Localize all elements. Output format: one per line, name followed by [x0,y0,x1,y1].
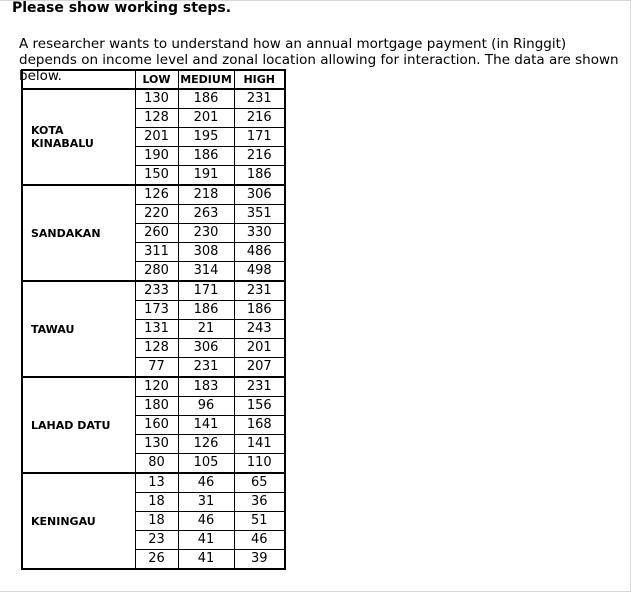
low-value-cell: 120 [135,377,178,397]
low-value-cell: 128 [135,109,178,128]
low-value-cell: 190 [135,147,178,166]
high-value-cell: 231 [234,89,285,109]
low-value-cell: 173 [135,301,178,320]
table-row [22,281,285,301]
low-value-cell: 160 [135,416,178,435]
location-cell [22,89,135,185]
table-body [22,89,285,569]
medium-value-cell: 46 [178,473,234,493]
low-value-cell: 18 [135,512,178,531]
high-value-cell: 231 [234,377,285,397]
location-name-line: LAHAD DATU [31,418,111,432]
low-value-cell: 130 [135,435,178,454]
header-corner-cell [22,70,135,89]
location-cell [22,473,135,569]
low-value-cell: 220 [135,205,178,224]
medium-value-cell: 21 [178,320,234,339]
high-value-cell: 216 [234,109,285,128]
medium-value-cell: 218 [178,185,234,205]
medium-value-cell: 126 [178,435,234,454]
medium-value-cell: 191 [178,166,234,186]
high-value-cell: 207 [234,358,285,378]
problem-statement: A researcher wants to understand how an annual mortgage payment (in Ringgit) depends on income level and zonal location allowing for interaction. The data are shown below. [19,36,619,84]
location-name-line: SANDAKAN [31,226,101,240]
low-value-cell: 150 [135,166,178,186]
medium-value-cell: 201 [178,109,234,128]
medium-value-cell: 171 [178,281,234,301]
low-value-cell: 280 [135,262,178,282]
medium-value-cell: 314 [178,262,234,282]
high-value-cell: 65 [234,473,285,493]
low-value-cell: 18 [135,493,178,512]
high-value-cell: 498 [234,262,285,282]
high-value-cell: 36 [234,493,285,512]
medium-value-cell: 105 [178,454,234,474]
medium-value-cell: 308 [178,243,234,262]
table-header-row [22,70,285,89]
high-value-cell: 186 [234,166,285,186]
low-value-cell: 26 [135,550,178,570]
high-value-cell: 141 [234,435,285,454]
table-row [22,185,285,205]
location-name-line: TAWAU [31,322,75,336]
high-value-cell: 330 [234,224,285,243]
table-row [22,89,285,109]
high-value-cell: 171 [234,128,285,147]
medium-value-cell: 141 [178,416,234,435]
medium-value-cell: 231 [178,358,234,378]
medium-value-cell: 46 [178,512,234,531]
low-value-cell: 80 [135,454,178,474]
column-header-low: LOW [135,70,178,89]
medium-value-cell: 186 [178,147,234,166]
low-value-cell: 23 [135,531,178,550]
high-value-cell: 231 [234,281,285,301]
location-cell [22,377,135,473]
medium-value-cell: 263 [178,205,234,224]
medium-value-cell: 31 [178,493,234,512]
instruction-heading: Please show working steps. [12,0,232,16]
table-row [22,473,285,493]
high-value-cell: 186 [234,301,285,320]
high-value-cell: 486 [234,243,285,262]
medium-value-cell: 183 [178,377,234,397]
high-value-cell: 243 [234,320,285,339]
high-value-cell: 168 [234,416,285,435]
medium-value-cell: 230 [178,224,234,243]
location-name-line: KINABALU [31,137,94,150]
location-cell [22,185,135,281]
low-value-cell: 128 [135,339,178,358]
table-row [22,377,285,397]
location-name-line: KENINGAU [31,514,96,528]
high-value-cell: 46 [234,531,285,550]
low-value-cell: 13 [135,473,178,493]
medium-value-cell: 41 [178,550,234,570]
high-value-cell: 351 [234,205,285,224]
high-value-cell: 110 [234,454,285,474]
medium-value-cell: 195 [178,128,234,147]
medium-value-cell: 306 [178,339,234,358]
column-header-medium: MEDIUM [178,70,234,89]
high-value-cell: 216 [234,147,285,166]
medium-value-cell: 186 [178,301,234,320]
high-value-cell: 39 [234,550,285,570]
location-cell [22,281,135,377]
medium-value-cell: 186 [178,89,234,109]
high-value-cell: 156 [234,397,285,416]
high-value-cell: 51 [234,512,285,531]
low-value-cell: 126 [135,185,178,205]
location-name-line: KOTA [31,124,64,137]
column-header-high: HIGH [234,70,285,89]
low-value-cell: 131 [135,320,178,339]
low-value-cell: 233 [135,281,178,301]
low-value-cell: 77 [135,358,178,378]
low-value-cell: 130 [135,89,178,109]
high-value-cell: 306 [234,185,285,205]
medium-value-cell: 96 [178,397,234,416]
mortgage-data-table [21,69,286,570]
low-value-cell: 201 [135,128,178,147]
low-value-cell: 180 [135,397,178,416]
medium-value-cell: 41 [178,531,234,550]
high-value-cell: 201 [234,339,285,358]
low-value-cell: 311 [135,243,178,262]
low-value-cell: 260 [135,224,178,243]
